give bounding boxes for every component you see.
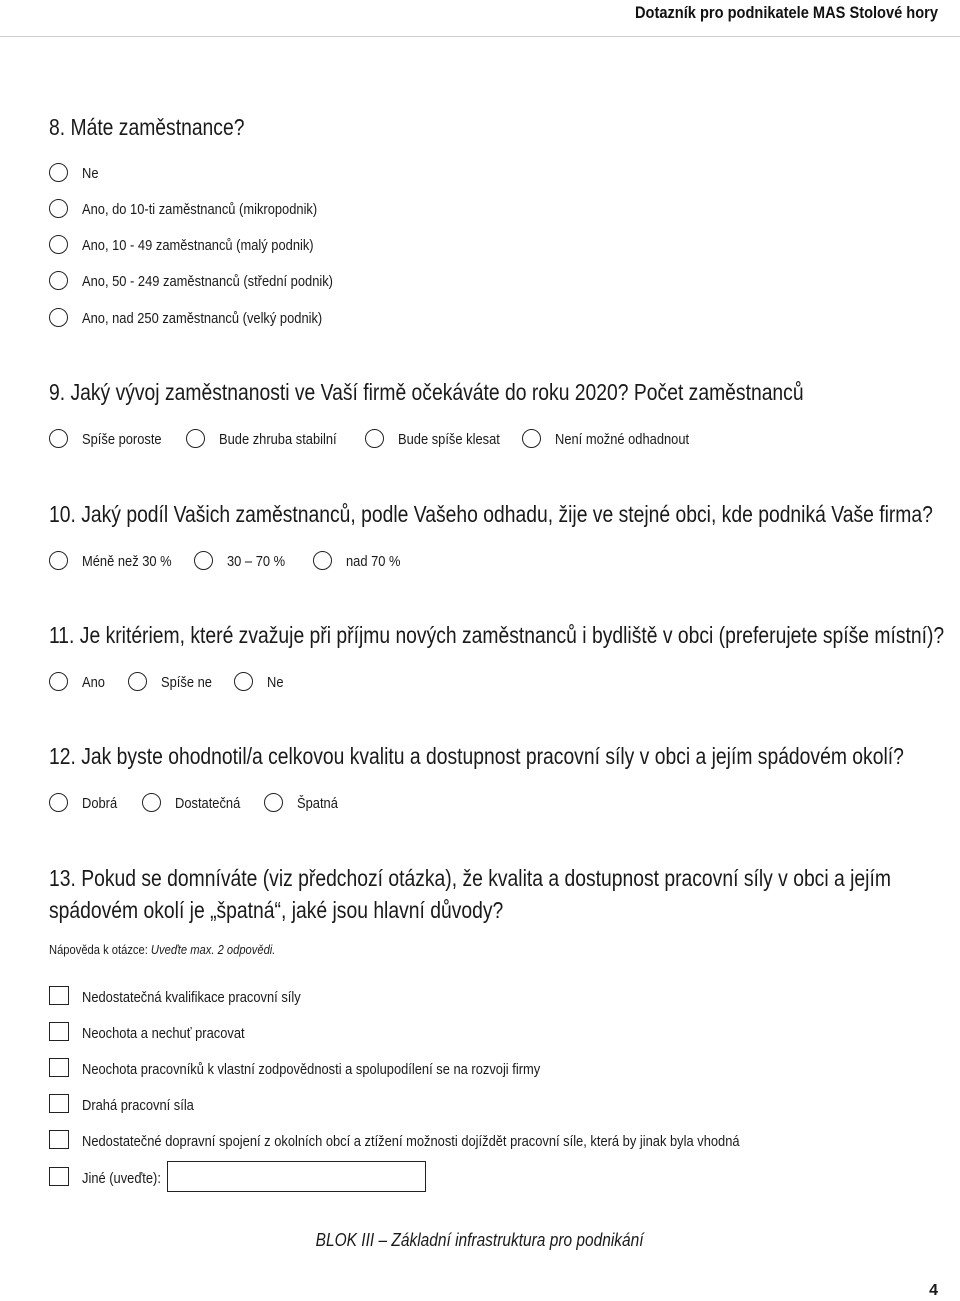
- radio-button[interactable]: [194, 551, 213, 570]
- radio-button[interactable]: [142, 793, 161, 812]
- checkbox[interactable]: [49, 1058, 69, 1077]
- radio-button[interactable]: [49, 199, 68, 218]
- question-10-title: 10. Jaký podíl Vašich zaměstnanců, podle Vašeho odhadu, žije ve stejné obci, kde podniká Vaše firma?: [49, 501, 933, 527]
- page-number: 4: [929, 1282, 938, 1299]
- radio-button[interactable]: [49, 793, 68, 812]
- question-12-title: 12. Jak byste ohodnotil/a celkovou kvalitu a dostupnost pracovní síly v obci a jejím spádovém okolí?: [49, 743, 904, 769]
- radio-button[interactable]: [264, 793, 283, 812]
- radio-button[interactable]: [49, 672, 68, 691]
- question-13-title-line1: 13. Pokud se domníváte (viz předchozí otázka), že kvalita a dostupnost pracovní síly v obci a jejím: [49, 865, 891, 891]
- document-header: Dotazník pro podnikatele MAS Stolové hory: [634, 3, 938, 22]
- question-13-hint: Nápověda k otázce: Uveďte max. 2 odpovědi.: [49, 942, 276, 957]
- q13-other-input[interactable]: [167, 1161, 426, 1192]
- checkbox[interactable]: [49, 1130, 69, 1149]
- radio-button[interactable]: [128, 672, 147, 691]
- checkbox[interactable]: [49, 1167, 69, 1186]
- radio-button[interactable]: [49, 551, 68, 570]
- radio-button[interactable]: [365, 429, 384, 448]
- radio-button[interactable]: [522, 429, 541, 448]
- radio-button[interactable]: [234, 672, 253, 691]
- radio-button[interactable]: [49, 429, 68, 448]
- radio-button[interactable]: [186, 429, 205, 448]
- checkbox[interactable]: [49, 986, 69, 1005]
- radio-button[interactable]: [49, 308, 68, 327]
- block-title: BLOK III – Základní infrastruktura pro podnikání: [316, 1230, 644, 1250]
- checkbox[interactable]: [49, 1022, 69, 1041]
- radio-button[interactable]: [49, 163, 68, 182]
- question-11-title: 11. Je kritériem, které zvažuje při příjmu nových zaměstnanců i bydliště v obci (preferujete spíše místní)?: [49, 622, 945, 648]
- radio-button[interactable]: [313, 551, 332, 570]
- radio-button[interactable]: [49, 271, 68, 290]
- question-13-title-line2: spádovém okolí je „špatná“, jaké jsou hlavní důvody?: [49, 897, 504, 923]
- question-9-title: 9. Jaký vývoj zaměstnanosti ve Vaší firmě očekáváte do roku 2020? Počet zaměstnanců: [49, 379, 804, 405]
- question-8-title: 8. Máte zaměstnance?: [49, 114, 245, 140]
- radio-button[interactable]: [49, 235, 68, 254]
- checkbox[interactable]: [49, 1094, 69, 1113]
- header-divider: [0, 36, 960, 37]
